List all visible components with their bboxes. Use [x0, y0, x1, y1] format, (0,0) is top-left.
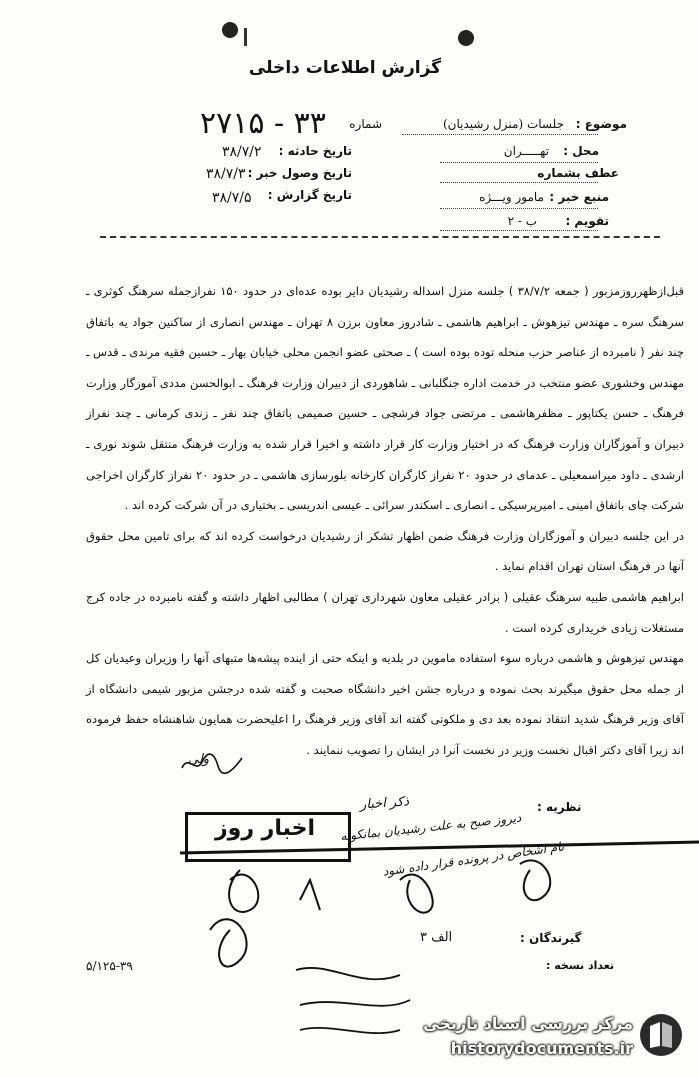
body-paragraph: در این جلسه دبیران و آموزگاران وزارت فرهنگ ضمن اظهار تشکر از رشیدیان درخواست کرده اند که برای تامین محل حقوق آنها در فرهنگ استان تهران اقدام نماید .	[86, 528, 684, 574]
handwritten-note-2: دیروز صبح به علت رشیدیان بمانکونه	[339, 810, 522, 844]
number-label: شماره	[349, 117, 382, 131]
subject-value: جلسات (منزل رشیدیان)	[442, 117, 564, 131]
report-date-label: تاریخ گزارش :	[267, 188, 352, 202]
handwritten-note-3: نام اشخاص در پرونده قرار داده شود	[381, 839, 565, 879]
report-title: گزارش اطلاعات داخلی	[248, 58, 442, 78]
stamp-text: اخبار روز	[215, 816, 315, 841]
evaluation-value: ب - ۲	[507, 214, 537, 228]
incident-date: ۳۸/۷/۲	[222, 144, 262, 160]
incident-date-label: تاریخ حادثه :	[278, 144, 352, 158]
body-paragraph: قبل‌ازظهرروزمزبور ( جمعه ۳۸/۷/۲ ) جلسه منزل اسداله رشیدیان دایر بوده عده‌ای در حدود ۱۵۰ نفرازجمله سرهنگ کوثری ـ سرهنگ سره ـ مهندس تیزهوش ـ ابراهیم هاشمی ـ شادروز معاون برزن ۸ تهران ـ مهندس انصاری از ساکنین جواد یه باتفاق چند نفر ( نامبرده از عناصر حزب منحله توده بوده است ) ـ صحتی عضو انجمن محلی خیابان بهار ـ حسین فقیه مرندی ـ قدس ـ مهندس وخشوری عضو منتخب در خدمت اداره جنگلبانی ـ شاهوردی از دبیران وزارت فرهنگ ـ ابوالحسن مددی آموزگار وزارت فرهنگ ـ حسن یکتاپور ـ مظفرهاشمی ـ مرتضی جواد فرشچی ـ حسین صمیمی باتفاق چند نفر ـ زندی کرمانی ـ چند نفراز دبیران و آموزگاران وزارت فرهنگ که در اختیار وزارت کار قرار داشته و اخیرا قرار شده به وزارت فرهنگ منتقل شوند نوری ـ ارشدی ـ داود میراسمعیلی ـ عدمای در حدود ۲۰ نفراز کارگران کارخانه بلورسازی هاشمی ـ در حدود ۲۰ نفراز کارگران اخراجی شرکت چای باتفاق امینی ـ امیرپرسیکی ـ انصاری ـ اسکندر سرائی ـ عیسی اندریسی ـ بختیاری در آن شرکت کرده اند .	[86, 284, 684, 513]
recipients-label: گیرندگان :	[520, 931, 582, 945]
document-code: ۵/۱۲۵-۳۹	[86, 959, 133, 973]
place-value: تهـــــران	[503, 144, 549, 158]
watermark-name: مرکز بررسی اسناد تاریخی	[423, 1014, 633, 1033]
source-value: مامور ویـــژه	[479, 190, 544, 204]
report-date: ۳۸/۷/۵	[212, 190, 252, 206]
reference-label: عطف بشماره	[537, 166, 619, 180]
recipients-value: الف ۳	[420, 930, 453, 945]
received-date: ۳۸/۷/۳	[206, 166, 246, 182]
report-number: ۲۷۱۵ - ۳۳	[200, 106, 326, 141]
body-paragraph: مهندس تیزهوش و هاشمی درباره سوء استفاده ماموین در بلدیه و اینکه حتی از اینده پیشه‌ها متبهای آنها را وزیران وعیدیان کل از جمله محل حقوق میگیرند بحث نموده و درباره جشن اخیر دانشگاه صحبت و گفته شده درجشن مزبور شیمی دانشگاه از آقای وزیر فرهنگ شدید انتقاد نموده بعد دی و ملکوتی گفته اند آقای وزیر فرهنگ را اعلیحضرت همایون شاهنشاه حفظ فرموده اند زیرا آقای دکتر اقبال نخست وزیر در نخست آنرا در ایشان را تصویب ننمایند .	[86, 651, 684, 757]
opinion-label: نظریه :	[537, 800, 582, 814]
received-date-label: تاریخ وصول خبر :	[247, 166, 352, 180]
source-label: منبع خبر :	[549, 190, 609, 204]
watermark-url: historydocuments.ir	[450, 1039, 633, 1058]
place-label: محل :	[563, 144, 599, 158]
archive-logo-icon	[638, 1012, 684, 1058]
handwritten-note-1: ذکر اخبار	[359, 794, 410, 813]
copies-label: تعداد نسخه :	[546, 959, 615, 972]
body-paragraph: ابراهیم هاشمی طبیه سرهنگ عقیلی ( برادر عقیلی معاون شهرداری تهران ) مطالبی اظهار داشته و گفته نامبرده در جاده کرج مستغلات زیادی خریداری کرده است .	[86, 589, 684, 635]
subject-label: موضوع :	[575, 117, 627, 131]
evaluation-label: تقویم :	[565, 214, 609, 228]
author-signature: ولی	[178, 750, 248, 776]
